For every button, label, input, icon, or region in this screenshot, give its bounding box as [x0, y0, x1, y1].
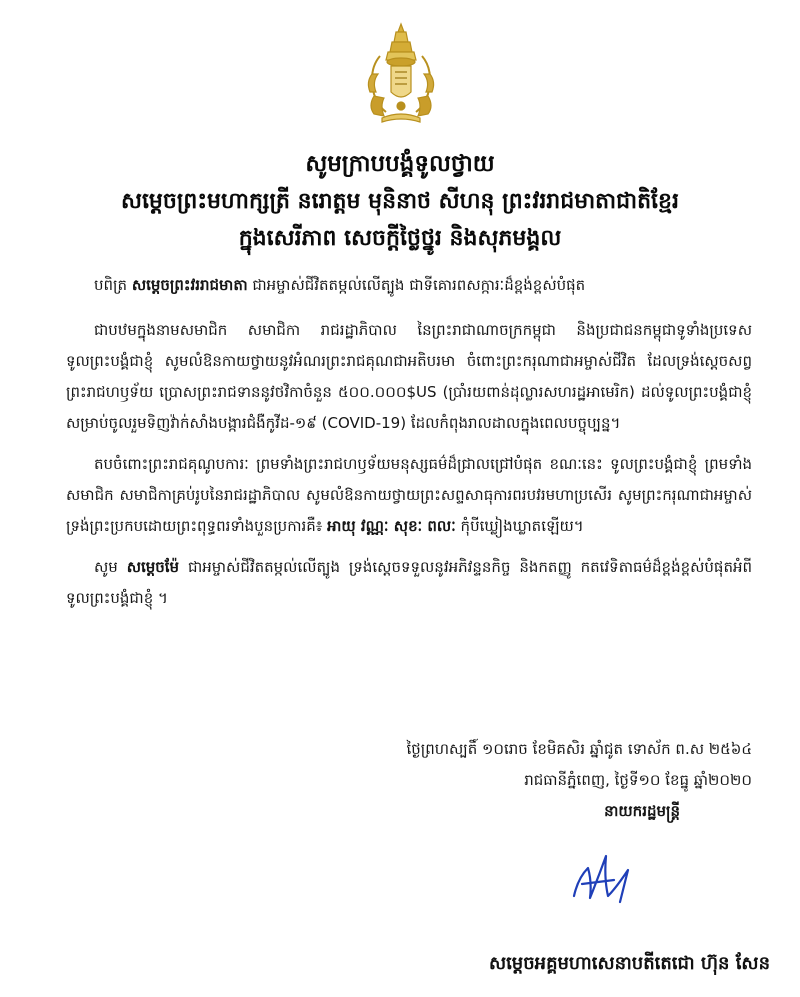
blessing-line: ក្នុងសេរីភាព សេចក្តីថ្លៃថ្នូរ និងសុភមង្គល [238, 226, 562, 251]
closing-block [332, 734, 752, 827]
signer-position: នាយករដ្ឋមន្ត្រី [604, 802, 680, 820]
paragraph-blessing: តបចំពោះព្រះរាជគុណូបការៈ ព្រមទាំងព្រះរាជហឫទ័យមនុស្សធម៌ដ៏ជ្រាលជ្រៅបំផុត ខណៈនេះ ទូលព្រះបង្គំជាខ្ញុំ ព្រមទាំងសមាជិក សមាជិកាគ្រប់រូបនៃរាជរដ្ឋាភិបាល សូមលំឱនកាយថ្វាយព្រះសព្ទសាធុការពរបវរមហាប្រសើរ សូមព្រះករុណាជាអម្ចាស់ ទ្រង់ព្រះប្រកបដោយព្រះពុទ្ធពរទាំងបួនប្រការគឺ៖ អាយុ វណ្ណៈ សុខៈ ពលៈ កុំបីឃ្លៀងឃ្លាតឡើយ។ [66, 455, 752, 535]
queen-mother-title: សម្តេចព្រះមហាក្សត្រី នរោត្តម មុនិនាថ សីហនុ ព្រះវររាជមាតាជាតិខ្មែរ [121, 189, 679, 214]
lunar-date: ថ្ងៃព្រហស្បតិ៍ ១០រោច ខែមិគសិរ ឆ្នាំជូត ទោស័ក ព.ស ២៥៦៤ [406, 740, 752, 758]
paragraph-thanks: ជាបឋមក្នុងនាមសមាជិក សមាជិកា រាជរដ្ឋាភិបាល នៃព្រះរាជាណាចក្រកម្ពុជា និងប្រជាជនកម្ពុជាទូទាំងប្រទេស ទូលព្រះបង្គំជាខ្ញុំ សូមលំឱនកាយថ្វាយនូវអំណរព្រះរាជគុណជាអតិបរមា ចំពោះព្រះករុណាជាអម្ចាស់ជីវិត ដែលទ្រង់ស្តេចសព្វព្រះរាជហឫទ័យ ប្រោសព្រះរាជទាននូវថវិកាចំនួន ៥០០.០០០$US (ប្រាំរយពាន់ដុល្លារសហរដ្ឋអាមេរិក) ដល់ទូលព្រះបង្គំជាខ្ញុំ សម្រាប់ចូលរួមទិញវ៉ាក់សាំងបង្ការជំងឺកូវីដ-១៩ (COVID-19) ដែលកំពុងរាលដាលក្នុងពេលបច្ចុប្បន្ន។ [66, 321, 752, 432]
handwritten-signature-icon [568, 848, 640, 904]
place-and-date: រាជធានីភ្នំពេញ, ថ្ងៃទី១០ ខែធ្នូ ឆ្នាំ២០២០ [524, 771, 752, 789]
addressee-title [40, 146, 760, 257]
royal-coat-of-arms-icon [362, 22, 440, 126]
address-bold: សម្តេចព្រះវររាជមាតា [131, 276, 248, 294]
samdech-mae-bold: សម្តេចម៉ែ [126, 558, 180, 576]
letter-body [66, 270, 752, 624]
signer-name: សម្តេចអគ្គមហាសេនាបតីតេជោ ហ៊ុន សែន [488, 953, 770, 974]
four-blessings: អាយុ វណ្ណៈ សុខៈ ពលៈ [327, 517, 456, 535]
salutation-line: សូមក្រាបបង្គំទូលថ្វាយ [305, 151, 495, 177]
paragraph-opening: បពិត្រ សម្តេចព្រះវររាជមាតា ជាអម្ចាស់ជីវិតតម្កល់លើត្បូង ជាទីគោរពសក្ការៈដ៏ខ្ពង់ខ្ពស់បំផុត [94, 276, 586, 294]
paragraph-closing: សូម សម្តេចម៉ែ ជាអម្ចាស់ជីវិតតម្កល់លើត្បូង ទ្រង់ស្តេចទទួលនូវអភិវន្ទនកិច្ច និងកតញ្ញូ កតវេទិតាធម៌ដ៏ខ្ពង់ខ្ពស់បំផុតអំពីទូលព្រះបង្គំជាខ្ញុំ ។ [66, 558, 753, 607]
